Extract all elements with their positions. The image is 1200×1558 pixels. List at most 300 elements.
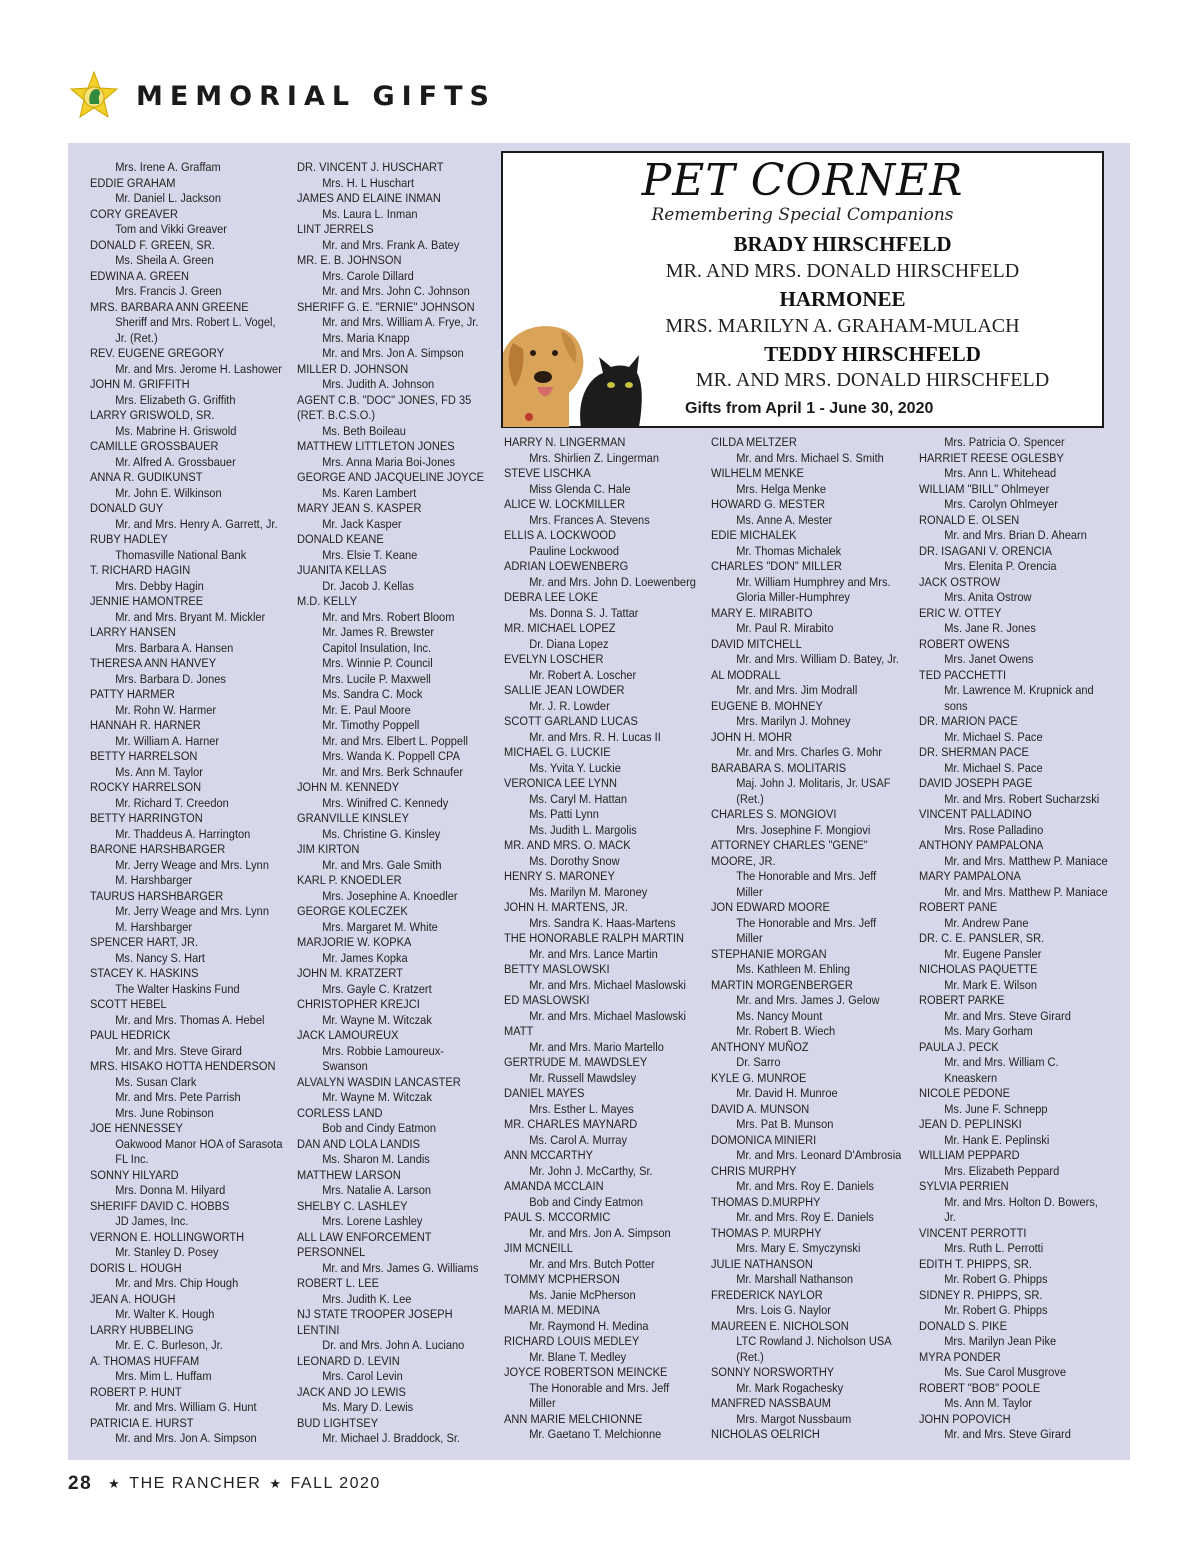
donor-name: Mrs. Wanda K. Poppell CPA bbox=[322, 749, 460, 763]
donor-name: Ms. Marilyn M. Maroney bbox=[529, 884, 648, 899]
donor-name: Jr. bbox=[944, 1210, 956, 1224]
honoree-name: CHRIS MURPHY bbox=[711, 1163, 797, 1178]
donor-name: Ms. Beth Boileau bbox=[322, 423, 406, 438]
honoree-name: ANTHONY MUÑOZ bbox=[711, 1039, 809, 1054]
honoree-name: HARRY N. LINGERMAN bbox=[504, 435, 626, 449]
honoree-name: DOMONICA MINIERI bbox=[711, 1132, 817, 1147]
honoree-name: PAULA J. PECK bbox=[919, 1039, 999, 1054]
donor-name: Mr. and Mrs. Jerome H. Lashower bbox=[115, 361, 282, 376]
donor-name: Mrs. H. L Huschart bbox=[322, 175, 415, 190]
donor-name: Mr. Thomas Michalek bbox=[736, 543, 842, 558]
honoree-name: MARIA M. MEDINA bbox=[504, 1303, 600, 1317]
honoree-name: HENRY S. MARONEY bbox=[504, 869, 615, 883]
donor-name: Tom and Vikki Greaver bbox=[115, 222, 227, 236]
donor-name: Mrs. Mary E. Smyczynski bbox=[736, 1241, 861, 1255]
donor-name: Mr. John J. McCarthy, Sr. bbox=[529, 1163, 653, 1178]
donor-name: Mr. and Mrs. John C. Johnson bbox=[322, 284, 470, 298]
honoree-name: CORLESS LAND bbox=[297, 1105, 383, 1120]
donor-name: Mr. and Mrs. R. H. Lucas II bbox=[529, 729, 661, 744]
honoree-name: FREDERICK NAYLOR bbox=[711, 1287, 823, 1302]
honoree-name: JOYCE ROBERTSON MEINCKE bbox=[504, 1365, 668, 1379]
honoree-name: GRANVILLE KINSLEY bbox=[297, 811, 409, 825]
honoree-name: ELLIS A. LOCKWOOD bbox=[504, 528, 616, 542]
honoree-name: ROBERT PANE bbox=[919, 900, 998, 914]
donor-name: Ms. Nancy S. Hart bbox=[115, 950, 205, 965]
donor-name: Mrs. Judith A. Johnson bbox=[322, 377, 435, 391]
honoree-name: SALLIE JEAN LOWDER bbox=[504, 683, 625, 697]
donor-name: Mr. Gaetano T. Melchionne bbox=[529, 1427, 662, 1441]
honoree-name: LENTINI bbox=[297, 1322, 340, 1337]
honoree-name: ANN MARIE MELCHIONNE bbox=[504, 1411, 643, 1426]
donor-name: sons bbox=[944, 698, 968, 713]
donor-name: Capitol Insulation, Inc. bbox=[322, 640, 432, 655]
honoree-name: DANIEL MAYES bbox=[504, 1086, 585, 1100]
donor-name: Dr. Diana Lopez bbox=[529, 636, 609, 651]
donor-name: Mr. and Mrs. John D. Loewenberg bbox=[529, 574, 696, 589]
donor-name: Miller bbox=[736, 884, 763, 899]
honoree-name: MYRA PONDER bbox=[919, 1349, 1001, 1364]
honoree-name: HANNAH R. HARNER bbox=[90, 718, 201, 732]
donor-name: FL Inc. bbox=[115, 1152, 149, 1166]
donor-name: Mr. and Mrs. Jon A. Simpson bbox=[529, 1225, 671, 1240]
donor-name: Mr. and Mrs. Elbert L. Poppell bbox=[322, 733, 468, 748]
honoree-name: CHARLES S. MONGIOVI bbox=[711, 807, 837, 821]
donor-name: Mr. and Mrs. James G. Williams bbox=[322, 1260, 479, 1275]
donor-name: Mrs. Judith K. Lee bbox=[322, 1291, 412, 1306]
donor-name: Mr. and Mrs. Mario Martello bbox=[529, 1039, 664, 1054]
donor-name: Mr. John E. Wilkinson bbox=[115, 485, 222, 500]
honoree-name: DAN AND LOLA LANDIS bbox=[297, 1136, 421, 1151]
honoree-name: VERNON E. HOLLINGWORTH bbox=[90, 1229, 245, 1244]
donor-name: Mr. and Mrs. Roy E. Daniels bbox=[736, 1179, 874, 1193]
donor-name: Ms. Nancy Mount bbox=[736, 1008, 823, 1023]
honoree-name: DORIS L. HOUGH bbox=[90, 1260, 182, 1275]
donor-name: Mr. Robert G. Phipps bbox=[944, 1272, 1048, 1286]
donor-name: Ms. Donna S. J. Tattar bbox=[529, 605, 639, 620]
honoree-name: JON EDWARD MOORE bbox=[711, 900, 830, 914]
donor-name: Ms. Kathleen M. Ehling bbox=[736, 962, 851, 976]
donor-name: Miss Glenda C. Hale bbox=[529, 481, 631, 496]
donor-name: Mr. and Mrs. Roy E. Daniels bbox=[736, 1210, 874, 1224]
donor-name: Mrs. Natalie A. Larson bbox=[322, 1183, 432, 1197]
pet-donor: MR. AND MRS. DONALD HIRSCHFELD bbox=[695, 369, 1050, 391]
honoree-name: NICHOLAS PAQUETTE bbox=[919, 962, 1038, 976]
donor-name: Ms. Judith L. Margolis bbox=[529, 822, 637, 837]
donor-name: Ms. June F. Schnepp bbox=[944, 1101, 1048, 1116]
honoree-name: MANFRED NASSBAUM bbox=[711, 1396, 831, 1410]
donor-name: Mrs. Pat B. Munson bbox=[736, 1117, 834, 1131]
donor-name: Mr. and Mrs. Berk Schnaufer bbox=[322, 764, 464, 779]
donor-name: The Walter Haskins Fund bbox=[115, 981, 240, 996]
donor-name: Ms. Sharon M. Landis bbox=[322, 1152, 430, 1166]
honoree-name: LARRY HUBBELING bbox=[90, 1322, 194, 1337]
memorial-column-1 bbox=[90, 160, 290, 1447]
donor-name: Mr. and Mrs. Leonard D'Ambrosia bbox=[736, 1148, 902, 1162]
honoree-name: (RET. B.C.S.O.) bbox=[297, 408, 376, 422]
honoree-name: THERESA ANN HANVEY bbox=[90, 656, 217, 670]
donor-name: Mr. and Mrs. James J. Gelow bbox=[736, 993, 880, 1007]
donor-name: Mrs. Mim L. Huffam bbox=[115, 1369, 212, 1383]
honoree-name: DR. MARION PACE bbox=[919, 714, 1018, 728]
honoree-name: CILDA MELTZER bbox=[711, 435, 797, 449]
donor-name: Mrs. Ann L. Whitehead bbox=[944, 466, 1057, 480]
honoree-name: SHELBY C. LASHLEY bbox=[297, 1198, 408, 1213]
donor-name: Ms. Ann M. Taylor bbox=[115, 764, 203, 779]
donor-name: (Ret.) bbox=[736, 1349, 764, 1364]
honoree-name: DAVID A. MUNSON bbox=[711, 1101, 810, 1116]
honoree-name: PERSONNEL bbox=[297, 1245, 366, 1259]
honoree-name: JENNIE HAMONTREE bbox=[90, 594, 204, 608]
donor-name: Mr. and Mrs. Michael Maslowski bbox=[529, 1008, 687, 1023]
honoree-name: EDITH T. PHIPPS, SR. bbox=[919, 1256, 1032, 1271]
donor-name: Mrs. Winifred C. Kennedy bbox=[322, 795, 449, 810]
donor-name: Mrs. Barbara D. Jones bbox=[115, 671, 226, 686]
honoree-name: JIM KIRTON bbox=[297, 842, 360, 856]
page-number: 28 bbox=[68, 1473, 93, 1494]
honoree-name: ED MASLOWSKI bbox=[504, 993, 590, 1007]
honoree-name: THE HONORABLE RALPH MARTIN bbox=[504, 931, 684, 945]
donor-name: Swanson bbox=[322, 1059, 368, 1073]
honoree-name: DR. ISAGANI V. ORENCIA bbox=[919, 543, 1053, 558]
donor-name: Mr. and Mrs. Jon A. Simpson bbox=[115, 1431, 257, 1445]
pet-corner-subtitle: Remembering Special Companions bbox=[651, 205, 954, 225]
honoree-name: DR. SHERMAN PACE bbox=[919, 745, 1029, 759]
donor-name: Mrs. Marilyn J. Mohney bbox=[736, 714, 851, 728]
donor-name: Mr. and Mrs. Lance Martin bbox=[529, 946, 658, 961]
honoree-name: ANTHONY PAMPALONA bbox=[919, 838, 1044, 852]
donor-name: Mr. and Mrs. William C. bbox=[944, 1055, 1059, 1069]
honoree-name: JOE HENNESSEY bbox=[90, 1121, 183, 1135]
donor-name: Mr. Timothy Poppell bbox=[322, 718, 420, 732]
donor-name: Mr. Michael S. Pace bbox=[944, 729, 1043, 744]
honoree-name: JEAN A. HOUGH bbox=[90, 1291, 176, 1306]
donor-name: Ms. Caryl M. Hattan bbox=[529, 791, 627, 806]
honoree-name: GERTRUDE M. MAWDSLEY bbox=[504, 1055, 648, 1069]
honoree-name: ROCKY HARRELSON bbox=[90, 780, 202, 794]
honoree-name: MARJORIE W. KOPKA bbox=[297, 935, 412, 949]
donor-name: Mrs. Elizabeth Peppard bbox=[944, 1163, 1060, 1178]
honoree-name: PAUL S. MCCORMIC bbox=[504, 1210, 611, 1224]
pet-corner-box bbox=[501, 151, 1104, 428]
donor-name: Mrs. Elenita P. Orencia bbox=[944, 559, 1057, 573]
donor-name: Mr. and Mrs. Butch Potter bbox=[529, 1256, 655, 1271]
donor-name: Mr. Robert B. Wiech bbox=[736, 1024, 836, 1038]
honoree-name: JACK AND JO LEWIS bbox=[297, 1384, 406, 1399]
donor-name: Mr. and Mrs. Michael Maslowski bbox=[529, 977, 687, 992]
honoree-name: RUBY HADLEY bbox=[90, 532, 168, 546]
honoree-name: SHERIFF G. E. "ERNIE" JOHNSON bbox=[297, 299, 475, 314]
donor-name: Miller bbox=[529, 1396, 556, 1410]
donor-name: Mr. and Mrs. William G. Hunt bbox=[115, 1400, 257, 1414]
honoree-name: SYLVIA PERRIEN bbox=[919, 1179, 1009, 1193]
honoree-name: BARONE HARSHBARGER bbox=[90, 842, 226, 856]
donor-name: Mr. and Mrs. Thomas A. Hebel bbox=[115, 1012, 265, 1027]
donor-name: Ms. Sheila A. Green bbox=[115, 253, 214, 267]
honoree-name: AGENT C.B. "DOC" JONES, FD 35 bbox=[297, 392, 472, 407]
honoree-name: BETTY MASLOWSKI bbox=[504, 962, 610, 976]
honoree-name: JULIE NATHANSON bbox=[711, 1256, 813, 1271]
donor-name: M. Harshbarger bbox=[115, 919, 193, 934]
donor-name: JD James, Inc. bbox=[115, 1214, 189, 1228]
donor-name: Dr. and Mrs. John A. Luciano bbox=[322, 1338, 465, 1352]
honoree-name: MATT bbox=[504, 1024, 534, 1038]
donor-name: Mr. Hank E. Peplinski bbox=[944, 1132, 1050, 1147]
honoree-name: CAMILLE GROSSBAUER bbox=[90, 439, 219, 453]
honoree-name: LEONARD D. LEVIN bbox=[297, 1353, 400, 1368]
honoree-name: THOMAS D.MURPHY bbox=[711, 1194, 821, 1209]
donor-name: Mr. Eugene Pansler bbox=[944, 946, 1042, 961]
donor-name: Ms. Mary Gorham bbox=[944, 1024, 1033, 1038]
honoree-name: JOHN H. MARTENS, JR. bbox=[504, 900, 629, 914]
donor-name: Mr. James Kopka bbox=[322, 950, 408, 965]
honoree-name: ROBERT P. HUNT bbox=[90, 1384, 182, 1399]
honoree-name: MOORE, JR. bbox=[711, 853, 776, 868]
honoree-name: ANNA R. GUDIKUNST bbox=[90, 470, 203, 484]
honoree-name: MR. MICHAEL LOPEZ bbox=[504, 621, 616, 635]
honoree-name: BARABARA S. MOLITARIS bbox=[711, 760, 847, 775]
honoree-name: BETTY HARRINGTON bbox=[90, 811, 203, 825]
honoree-name: PATTY HARMER bbox=[90, 687, 175, 701]
honoree-name: JEAN D. PEPLINSKI bbox=[919, 1117, 1022, 1131]
donor-name: Mr. Michael S. Pace bbox=[944, 760, 1043, 775]
donor-name: Mr. J. R. Lowder bbox=[529, 698, 610, 713]
donor-name: Mr. and Mrs. Brian D. Ahearn bbox=[944, 528, 1087, 542]
sheriff-star-icon bbox=[68, 70, 120, 122]
honoree-name: STEPHANIE MORGAN bbox=[711, 946, 827, 961]
honoree-name: DAVID JOSEPH PAGE bbox=[919, 776, 1033, 790]
donor-name: Mr. Walter K. Hough bbox=[115, 1307, 215, 1321]
honoree-name: REV. EUGENE GREGORY bbox=[90, 346, 225, 360]
honoree-name: NJ STATE TROOPER JOSEPH bbox=[297, 1307, 453, 1321]
honoree-name: AL MODRALL bbox=[711, 667, 781, 682]
gifts-date-range: Gifts from April 1 - June 30, 2020 bbox=[685, 400, 934, 417]
honoree-name: EVELYN LOSCHER bbox=[504, 652, 604, 666]
honoree-name: MILLER D. JOHNSON bbox=[297, 361, 409, 376]
pet-name: TEDDY HIRSCHFELD bbox=[764, 342, 981, 366]
donor-name: Mr. Jerry Weage and Mrs. Lynn bbox=[115, 857, 269, 872]
donor-name: Jr. (Ret.) bbox=[115, 330, 158, 345]
donor-name: Mrs. Josephine A. Knoedler bbox=[322, 888, 458, 903]
honoree-name: SIDNEY R. PHIPPS, SR. bbox=[919, 1287, 1043, 1302]
donor-name: Mrs. Janet Owens bbox=[944, 652, 1034, 666]
honoree-name: THOMAS P. MURPHY bbox=[711, 1225, 822, 1240]
pet-name: BRADY HIRSCHFELD bbox=[733, 232, 952, 256]
donor-name: Mr. Jack Kasper bbox=[322, 516, 402, 531]
honoree-name: MARY E. MIRABITO bbox=[711, 605, 813, 620]
donor-name: LTC Rowland J. Nicholson USA bbox=[736, 1334, 892, 1348]
donor-name: Mr. and Mrs. Steve Girard bbox=[115, 1043, 242, 1058]
donor-name: Mrs. Elsie T. Keane bbox=[322, 547, 418, 562]
donor-name: Mr. Russell Mawdsley bbox=[529, 1070, 637, 1085]
donor-name: Mrs. Josephine F. Mongiovi bbox=[736, 822, 871, 837]
honoree-name: LINT JERRELS bbox=[297, 222, 374, 236]
honoree-name: JUANITA KELLAS bbox=[297, 563, 387, 577]
donor-name: Mrs. Sandra K. Haas-Martens bbox=[529, 915, 676, 930]
honoree-name: DONALD GUY bbox=[90, 501, 164, 515]
honoree-name: DAVID MITCHELL bbox=[711, 636, 802, 651]
honoree-name: DONALD KEANE bbox=[297, 532, 384, 546]
donor-name: Mr. James R. Brewster bbox=[322, 625, 435, 639]
issue-label: FALL 2020 bbox=[290, 1475, 381, 1492]
honoree-name: ALICE W. LOCKMILLER bbox=[504, 497, 626, 511]
donor-name: Ms. Jane R. Jones bbox=[944, 621, 1036, 635]
honoree-name: STEVE LISCHKA bbox=[504, 466, 591, 480]
honoree-name: DONALD F. GREEN, SR. bbox=[90, 237, 215, 252]
honoree-name: MARTIN MORGENBERGER bbox=[711, 977, 853, 992]
honoree-name: ROBERT PARKE bbox=[919, 993, 1005, 1007]
pet-donor: MRS. MARILYN A. GRAHAM-MULACH bbox=[665, 315, 1020, 337]
donor-name: Ms. Yvita Y. Luckie bbox=[529, 760, 621, 775]
honoree-name: CHARLES "DON" MILLER bbox=[711, 559, 842, 573]
honoree-name: SCOTT GARLAND LUCAS bbox=[504, 714, 638, 728]
honoree-name: JAMES AND ELAINE INMAN bbox=[297, 191, 441, 205]
memorial-column-4 bbox=[711, 435, 911, 1443]
footer-star-separator: ★ bbox=[108, 1476, 122, 1491]
honoree-name: SONNY HILYARD bbox=[90, 1167, 179, 1182]
donor-name: Mr. Andrew Pane bbox=[944, 915, 1029, 930]
donor-name: Ms. Karen Lambert bbox=[322, 485, 417, 500]
donor-name: Mrs. Anna Maria Boi-Jones bbox=[322, 454, 456, 469]
honoree-name: HOWARD G. MESTER bbox=[711, 497, 825, 511]
donor-name: Mrs. Gayle C. Kratzert bbox=[322, 981, 432, 996]
honoree-name: JOHN H. MOHR bbox=[711, 729, 793, 744]
donor-name: Mrs. Debby Hagin bbox=[115, 578, 204, 593]
donor-name: Mr. Robert G. Phipps bbox=[944, 1303, 1048, 1317]
honoree-name: STACEY K. HASKINS bbox=[90, 966, 199, 980]
honoree-name: KYLE G. MUNROE bbox=[711, 1070, 807, 1085]
honoree-name: SONNY NORSWORTHY bbox=[711, 1365, 835, 1379]
honoree-name: PAUL HEDRICK bbox=[90, 1028, 171, 1042]
page-footer bbox=[68, 1472, 381, 1496]
honoree-name: EDWINA A. GREEN bbox=[90, 268, 190, 283]
honoree-name: WILLIAM PEPPARD bbox=[919, 1148, 1020, 1162]
honoree-name: GEORGE AND JACQUELINE JOYCE bbox=[297, 470, 484, 484]
honoree-name: AMANDA MCCLAIN bbox=[504, 1179, 604, 1193]
donor-name: Mr. Rohn W. Harmer bbox=[115, 702, 217, 717]
honoree-name: RICHARD LOUIS MEDLEY bbox=[504, 1334, 640, 1348]
donor-name: Mr. and Mrs. Frank A. Batey bbox=[322, 237, 460, 252]
honoree-name: BUD LIGHTSEY bbox=[297, 1415, 379, 1430]
honoree-name: DR. VINCENT J. HUSCHART bbox=[297, 160, 444, 174]
honoree-name: CORY GREAVER bbox=[90, 206, 178, 221]
honoree-name: ROBERT L. LEE bbox=[297, 1276, 380, 1290]
honoree-name: SPENCER HART, JR. bbox=[90, 935, 199, 949]
memorial-column-3 bbox=[504, 435, 704, 1443]
honoree-name: WILLIAM "BILL" Ohlmeyer bbox=[919, 481, 1050, 496]
donor-name: The Honorable and Mrs. Jeff bbox=[736, 869, 877, 883]
donor-name: Ms. Sue Carol Musgrove bbox=[944, 1365, 1066, 1379]
donor-name: Mrs. Irene A. Graffam bbox=[115, 160, 221, 174]
donor-name: Mr. David H. Munroe bbox=[736, 1086, 838, 1100]
donor-name: Ms. Sandra C. Mock bbox=[322, 687, 423, 701]
honoree-name: JIM MCNEILL bbox=[504, 1241, 573, 1255]
honoree-name: MR. E. B. JOHNSON bbox=[297, 253, 402, 267]
donor-name: Dr. Sarro bbox=[736, 1055, 781, 1069]
donor-name: Mr. E. C. Burleson, Jr. bbox=[115, 1338, 223, 1352]
footer-star-separator: ★ bbox=[269, 1476, 283, 1491]
honoree-name: MATTHEW LARSON bbox=[297, 1167, 401, 1182]
honoree-name: M.D. KELLY bbox=[297, 594, 358, 608]
pet-corner-title: PET CORNER bbox=[641, 155, 964, 206]
honoree-name: ROBERT OWENS bbox=[919, 636, 1010, 651]
donor-name: Mr. and Mrs. Bryant M. Mickler bbox=[115, 609, 266, 624]
donor-name: Mr. and Mrs. Steve Girard bbox=[944, 1008, 1071, 1023]
honoree-name: NICOLE PEDONE bbox=[919, 1086, 1011, 1100]
honoree-name: SHERIFF DAVID C. HOBBS bbox=[90, 1198, 230, 1213]
honoree-name: TED PACCHETTI bbox=[919, 667, 1007, 682]
donor-name: Mr. and Mrs. Chip Hough bbox=[115, 1276, 239, 1290]
donor-name: Maj. John J. Molitaris, Jr. USAF bbox=[736, 776, 891, 790]
honoree-name: SCOTT HEBEL bbox=[90, 997, 167, 1011]
honoree-name: EDIE MICHALEK bbox=[711, 528, 797, 542]
donor-name: Mr. and Mrs. William A. Frye, Jr. bbox=[322, 315, 479, 329]
honoree-name: ALL LAW ENFORCEMENT bbox=[297, 1229, 432, 1244]
memorial-column-5 bbox=[919, 435, 1119, 1443]
honoree-name: MICHAEL G. LUCKIE bbox=[504, 745, 611, 759]
donor-name: Kneaskern bbox=[944, 1070, 998, 1085]
honoree-name: A. THOMAS HUFFAM bbox=[90, 1353, 200, 1368]
donor-name: Mrs. Frances A. Stevens bbox=[529, 512, 650, 527]
honoree-name: TAURUS HARSHBARGER bbox=[90, 888, 224, 903]
donor-name: Mr. and Mrs. Robert Sucharzski bbox=[944, 791, 1100, 806]
memorial-column-2 bbox=[297, 160, 497, 1447]
honoree-name: JOHN M. GRIFFITH bbox=[90, 377, 190, 391]
honoree-name: EDDIE GRAHAM bbox=[90, 175, 176, 190]
donor-name: Mrs. Margaret M. White bbox=[322, 919, 438, 934]
donor-name: (Ret.) bbox=[736, 791, 764, 806]
donor-name: Mr. Lawrence M. Krupnick and bbox=[944, 683, 1094, 697]
donor-name: Mrs. Carole Dillard bbox=[322, 268, 414, 283]
honoree-name: TOMMY MCPHERSON bbox=[504, 1272, 620, 1286]
donor-name: Mrs. Lucile P. Maxwell bbox=[322, 671, 431, 686]
donor-name: Mrs. Patricia O. Spencer bbox=[944, 435, 1065, 449]
donor-name: Mr. Alfred A. Grossbauer bbox=[115, 454, 236, 469]
donor-name: Mr. Jerry Weage and Mrs. Lynn bbox=[115, 904, 269, 918]
donor-name: Miller bbox=[736, 931, 763, 945]
honoree-name: DONALD S. PIKE bbox=[919, 1318, 1007, 1333]
donor-name: Mr. Michael J. Braddock, Sr. bbox=[322, 1431, 460, 1445]
donor-name: Ms. Mary D. Lewis bbox=[322, 1400, 414, 1414]
donor-name: The Honorable and Mrs. Jeff bbox=[736, 915, 877, 930]
donor-name: Ms. Ann M. Taylor bbox=[944, 1396, 1032, 1410]
donor-name: Mr. Raymond H. Medina bbox=[529, 1318, 649, 1333]
donor-name: Ms. Janie McPherson bbox=[529, 1287, 636, 1302]
donor-name: Mrs. Winnie P. Council bbox=[322, 656, 433, 670]
donor-name: Mr. and Mrs. Gale Smith bbox=[322, 857, 442, 872]
donor-name: Ms. Patti Lynn bbox=[529, 807, 599, 821]
page-title: MEMORIAL GIFTS bbox=[136, 80, 496, 112]
donor-name: Mrs. Lorene Lashley bbox=[322, 1214, 423, 1228]
publication-name: THE RANCHER bbox=[129, 1475, 262, 1492]
honoree-name: LARRY GRISWOLD, SR. bbox=[90, 408, 215, 422]
donor-name: Mrs. Margot Nussbaum bbox=[736, 1411, 852, 1426]
honoree-name: T. RICHARD HAGIN bbox=[90, 563, 191, 577]
honoree-name: MRS. HISAKO HOTTA HENDERSON bbox=[90, 1059, 276, 1073]
donor-name: Mrs. Lois G. Naylor bbox=[736, 1303, 831, 1317]
donor-name: The Honorable and Mrs. Jeff bbox=[529, 1380, 670, 1395]
donor-name: Mr. and Mrs. Jon A. Simpson bbox=[322, 346, 464, 360]
donor-name: Pauline Lockwood bbox=[529, 543, 620, 558]
honoree-name: JOHN M. KENNEDY bbox=[297, 780, 400, 794]
donor-name: Ms. Dorothy Snow bbox=[529, 853, 620, 868]
donor-name: Mr. and Mrs. Charles G. Mohr bbox=[736, 745, 882, 759]
donor-name: Mr. Thaddeus A. Harrington bbox=[115, 826, 251, 841]
page-header bbox=[68, 68, 496, 124]
donor-name: Mrs. Helga Menke bbox=[736, 481, 827, 496]
donor-name: Ms. Anne A. Mester bbox=[736, 512, 833, 527]
donor-name: M. Harshbarger bbox=[115, 873, 193, 887]
honoree-name: HARRIET REESE OGLESBY bbox=[919, 450, 1064, 465]
